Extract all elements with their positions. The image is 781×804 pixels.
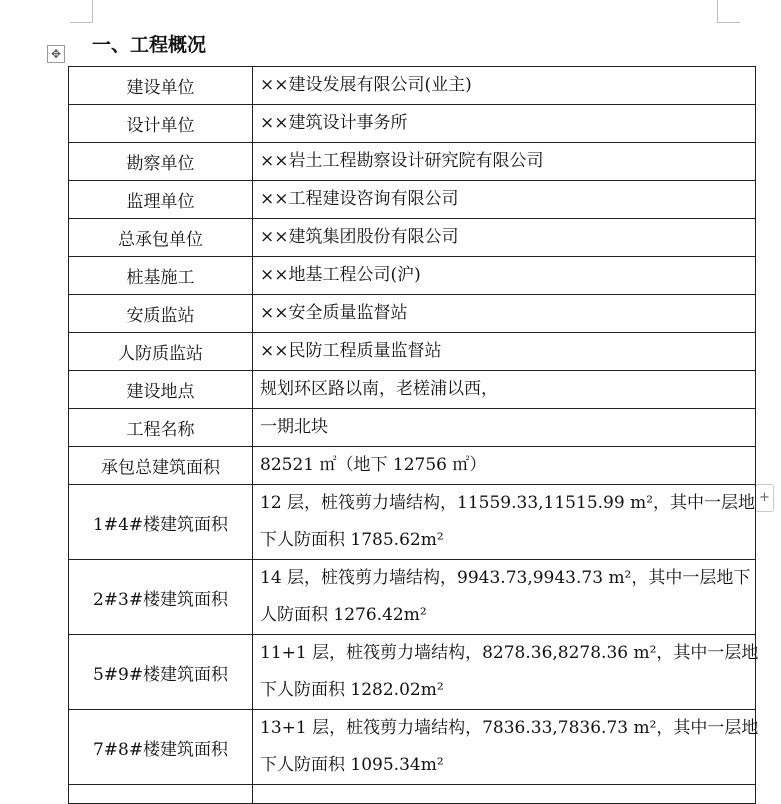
- section-title: 一、工程概况: [92, 34, 207, 56]
- row-value: ××安全质量监督站: [253, 295, 756, 333]
- row-value: ××建设发展有限公司(业主): [253, 67, 756, 105]
- table-row: [69, 635, 756, 710]
- table-row: [69, 409, 756, 447]
- table-row: [69, 447, 756, 485]
- row-value: 14 层，桩筏剪力墙结构，9943.73,9943.73 m²，其中一层地下 人防面积 1276.42m²: [253, 560, 756, 635]
- row-label: 安质监站: [69, 295, 253, 333]
- table-row: [69, 67, 756, 105]
- row-label: 1#4#楼建筑面积: [69, 485, 253, 560]
- row-value: 一期北块: [253, 409, 756, 447]
- table-row: [69, 485, 756, 560]
- row-label: 监理单位: [69, 181, 253, 219]
- row-label: 建设单位: [69, 67, 253, 105]
- row-value: ××工程建设咨询有限公司: [253, 181, 756, 219]
- row-label: 7#8#楼建筑面积: [69, 710, 253, 785]
- row-value: 82521 ㎡（地下 12756 ㎡）: [253, 447, 756, 485]
- table-row: [69, 219, 756, 257]
- table-row: [69, 333, 756, 371]
- row-value: ××建筑集团股份有限公司: [253, 219, 756, 257]
- add-column-button[interactable]: [755, 484, 774, 512]
- row-label: 工程名称: [69, 409, 253, 447]
- row-value: 12 层，桩筏剪力墙结构，11559.33,11515.99 m²，其中一层地 下人防面积 1785.62m²: [253, 485, 756, 560]
- page-corner-mark-right: [717, 0, 740, 23]
- project-overview-table: [68, 66, 759, 804]
- row-label: 总承包单位: [69, 219, 253, 257]
- row-label: 建设地点: [69, 371, 253, 409]
- row-label: 桩基施工: [69, 257, 253, 295]
- row-label: 5#9#楼建筑面积: [69, 635, 253, 710]
- row-label: 设计单位: [69, 105, 253, 143]
- row-value: ××岩土工程勘察设计研究院有限公司: [253, 143, 756, 181]
- row-value: ××地基工程公司(沪): [253, 257, 756, 295]
- row-label: 勘察单位: [69, 143, 253, 181]
- table-row: [69, 371, 756, 409]
- row-label: 2#3#楼建筑面积: [69, 560, 253, 635]
- row-label-empty: [69, 785, 253, 804]
- row-label: 承包总建筑面积: [69, 447, 253, 485]
- plus-icon: +: [759, 490, 770, 505]
- table-row: [69, 295, 756, 333]
- row-value: ××民防工程质量监督站: [253, 333, 756, 371]
- table-move-handle[interactable]: [47, 45, 65, 63]
- row-value: 11+1 层，桩筏剪力墙结构，8278.36,8278.36 m²，其中一层地 下人防面积 1282.02m²: [253, 635, 756, 710]
- table-row-partial: [69, 785, 756, 804]
- row-label: 人防质监站: [69, 333, 253, 371]
- table-row: [69, 560, 756, 635]
- table-row: [69, 143, 756, 181]
- row-value-empty: [253, 785, 756, 804]
- table-row: [69, 710, 756, 785]
- page-corner-mark-left: [70, 0, 93, 23]
- table-row: [69, 105, 756, 143]
- table-row: [69, 181, 756, 219]
- row-value: ××建筑设计事务所: [253, 105, 756, 143]
- move-icon: ✥: [50, 47, 62, 61]
- table-row: [69, 257, 756, 295]
- row-value: 13+1 层，桩筏剪力墙结构，7836.33,7836.73 m²，其中一层地 下人防面积 1095.34m²: [253, 710, 756, 785]
- row-value: 规划环区路以南，老槎浦以西，: [253, 371, 756, 409]
